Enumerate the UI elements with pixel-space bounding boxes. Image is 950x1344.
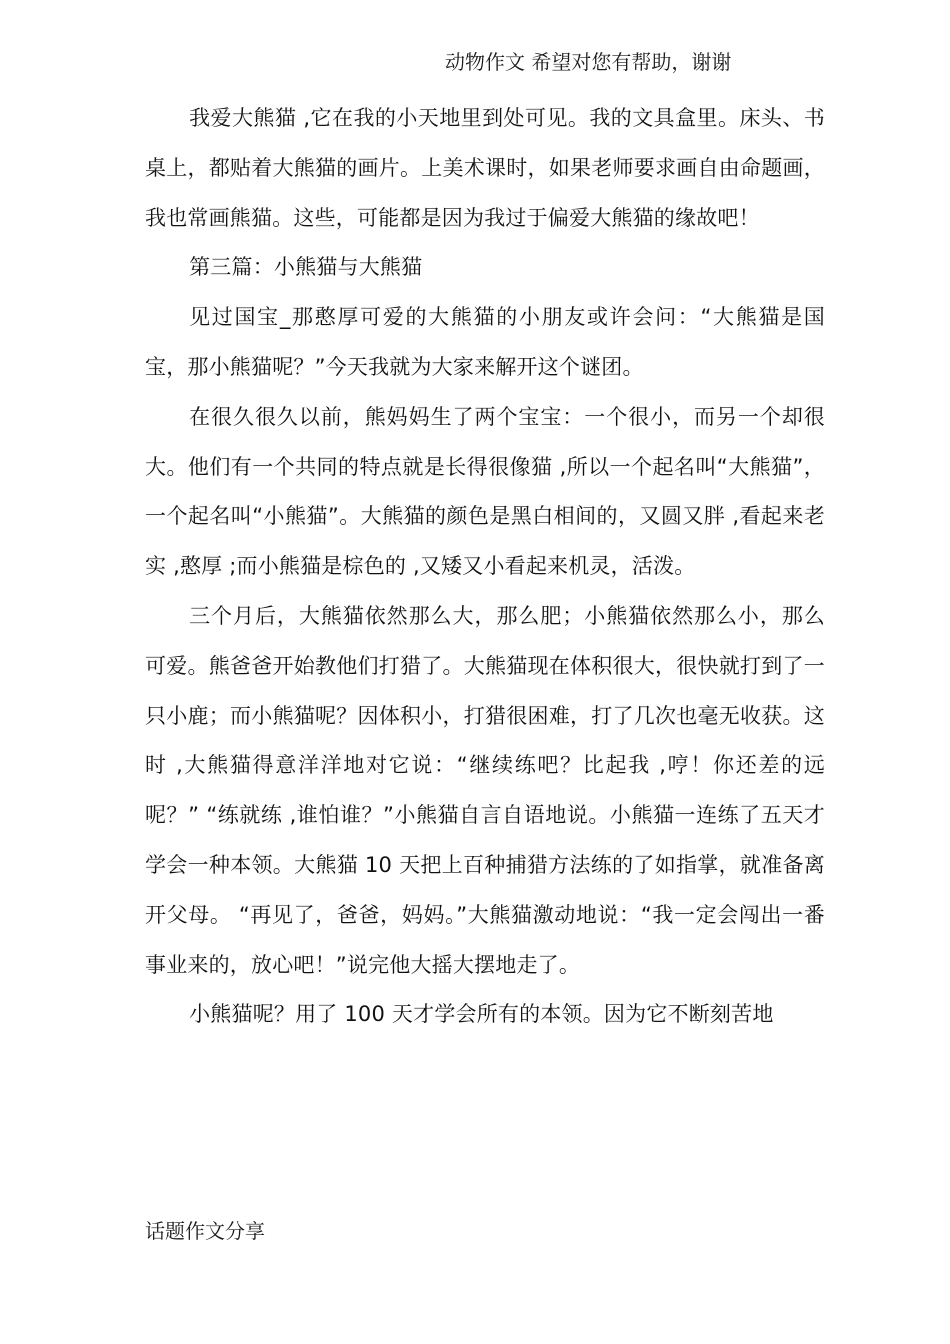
paragraph-panda-love: 我爱大熊猫 ,它在我的小天地里到处可见。我的文具盒里。床头、书桌上，都贴着大熊猫的画片。上美术课时，如果老师要求画自由命题画，我也常画熊猫。这些，可能都是因为我过于偏爱大熊猫的缘故吧！	[145, 106, 825, 230]
article-body	[145, 94, 825, 1040]
page-footer: 话题作文分享	[145, 1219, 265, 1243]
section-heading: 第三篇：小熊猫与大熊猫	[189, 255, 423, 280]
paragraph-red-panda-training: 小熊猫呢？用了 100 天才学会所有的本领。因为它不断刻苦地	[189, 1002, 774, 1027]
paragraph-three-months-later: 三个月后，大熊猫依然那么大，那么肥；小熊猫依然那么小，那么可爱。熊爸爸开始教他们打猎了。大熊猫现在体积很大，很快就打到了一只小鹿；而小熊猫呢？因体积小，打猎很困难，打了几次也毫无收获。这时 ,大熊猫得意洋洋地对它说：“继续练吧？比起我 ,哼！你还差的远呢？” “练就练 ,谁怕谁？”小熊猫自言自语地说。小熊猫一连练了五天才学会一种本领。大熊猫 10 天把上百种捕猎方法练的了如指掌，就准备离开父母。 “再见了，爸爸，妈妈。”大熊猫激动地说：“我一定会闯出一番事业来的，放心吧！”说完他大摇大摆地走了。	[145, 603, 825, 977]
paragraph-two-cubs: 在很久很久以前，熊妈妈生了两个宝宝：一个很小，而另一个却很大。他们有一个共同的特点就是长得很像猫 ,所以一个起名叫“大熊猫”，一个起名叫“小熊猫”。大熊猫的颜色是黑白相间的，又圆又胖 ,看起来老实 ,憨厚 ;而小熊猫是棕色的 ,又矮又小看起来机灵，活泼。	[145, 404, 825, 579]
paragraph-national-treasure: 见过国宝_那憨厚可爱的大熊猫的小朋友或许会问：“大熊猫是国宝，那小熊猫呢？”今天我就为大家来解开这个谜团。	[145, 305, 825, 379]
page-header: 动物作文 希望对您有帮助，谢谢	[445, 50, 732, 74]
